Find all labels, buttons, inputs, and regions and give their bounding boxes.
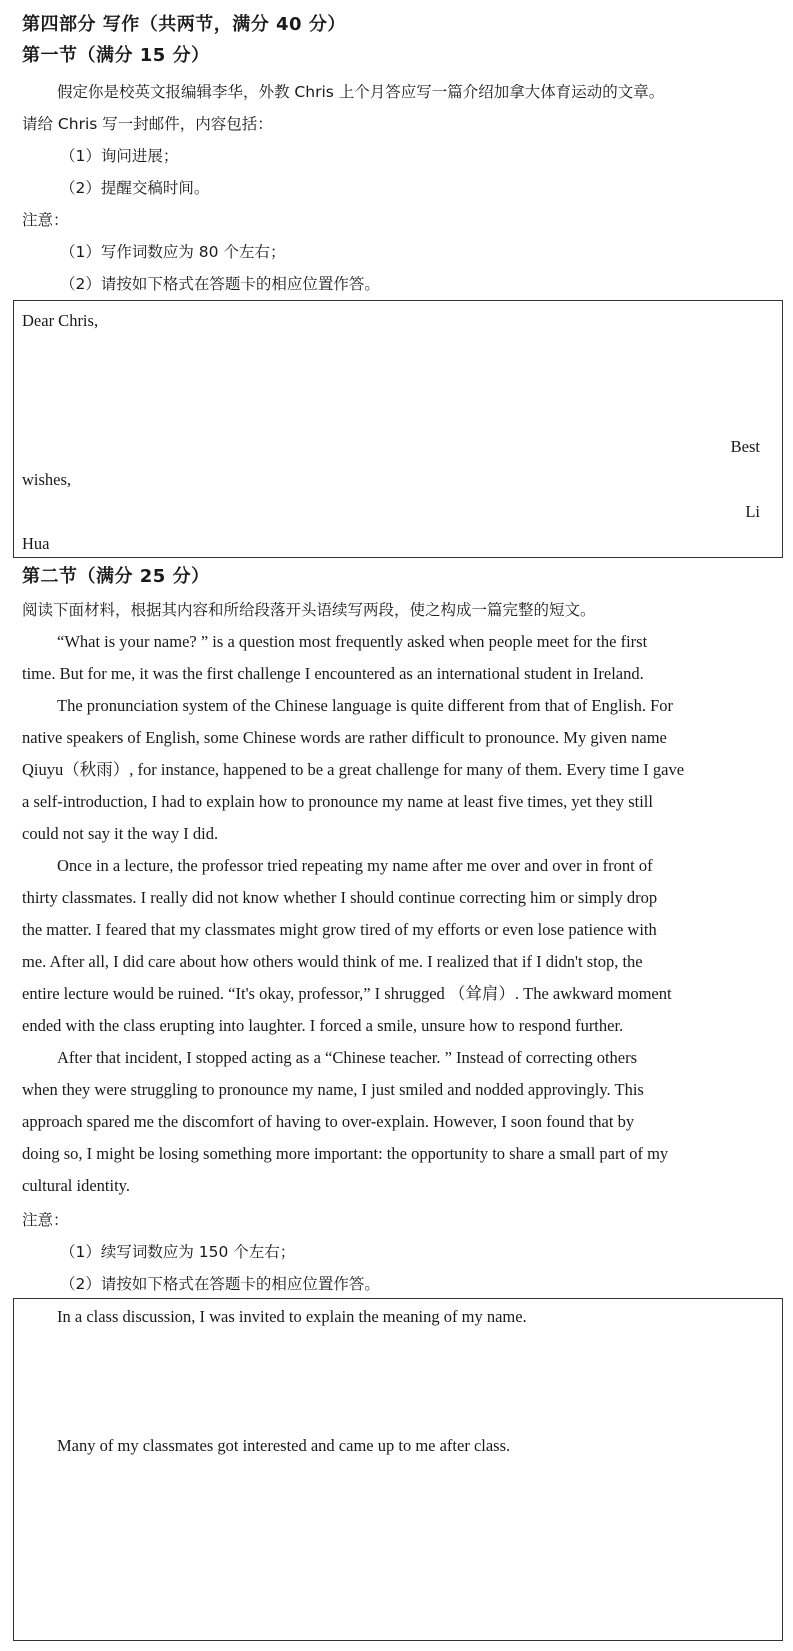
section1-note-1: （1）写作词数应为 80 个左右；	[60, 243, 286, 261]
passage-line: could not say it the way I did.	[22, 824, 219, 843]
passage-line: thirty classmates. I really did not know whether I should continue correcting him or simply drop	[22, 888, 658, 907]
section2-note-2: （2）请按如下格式在答题卡的相应位置作答。	[60, 1275, 380, 1293]
section2-instruction: 阅读下面材料，根据其内容和所给段落开头语续写两段，使之构成一篇完整的短文。	[22, 601, 596, 619]
letter-closing-2: wishes,	[22, 470, 72, 489]
passage-line: The pronunciation system of the Chinese language is quite different from that of English. For	[57, 696, 674, 715]
passage-line: approach spared me the discomfort of having to over-explain. However, I soon found that by	[22, 1112, 635, 1131]
continuation-para1-start: In a class discussion, I was invited to explain the meaning of my name.	[57, 1307, 527, 1326]
letter-signature-2: Hua	[22, 534, 50, 553]
passage-line: Once in a lecture, the professor tried repeating my name after me over and over in front of	[57, 856, 653, 875]
letter-closing-1: Best	[730, 437, 760, 456]
section1-point-2: （2）提醒交稿时间。	[60, 179, 210, 197]
section2-title: 第二节（满分 25 分）	[22, 566, 210, 587]
section1-note-2: （2）请按如下格式在答题卡的相应位置作答。	[60, 275, 380, 293]
passage-line: entire lecture would be ruined. “It's okay, professor,” I shrugged （耸肩）. The awkward moment	[22, 984, 672, 1003]
passage-line: “What is your name? ” is a question most frequently asked when people meet for the first	[57, 632, 648, 651]
section1-intro-line2: 请给 Chris 写一封邮件，内容包括：	[22, 115, 273, 133]
section2-note-1: （1）续写词数应为 150 个左右；	[60, 1243, 296, 1261]
passage-line: when they were struggling to pronounce my name, I just smiled and nodded approvingly. This	[22, 1080, 644, 1099]
passage-line: Qiuyu（秋雨）, for instance, happened to be a great challenge for many of them. Every time I gave	[22, 760, 685, 779]
section2-notes-label: 注意：	[22, 1211, 69, 1229]
section1-notes-label: 注意：	[22, 211, 69, 229]
continuation-answer-box	[13, 1298, 783, 1641]
letter-answer-box	[13, 300, 783, 558]
passage-line: After that incident, I stopped acting as a “Chinese teacher. ” Instead of correcting others	[57, 1048, 638, 1067]
letter-greeting: Dear Chris,	[22, 311, 99, 330]
section1-intro-line1: 假定你是校英文报编辑李华，外教 Chris 上个月答应写一篇介绍加拿大体育运动的文章。	[57, 83, 665, 101]
part-title: 第四部分 写作（共两节，满分 40 分）	[22, 14, 346, 35]
passage-line: ended with the class erupting into laughter. I forced a smile, unsure how to respond further.	[22, 1016, 624, 1035]
passage-line: me. After all, I did care about how others would think of me. I realized that if I didn't stop, the	[22, 952, 643, 971]
passage-line: time. But for me, it was the first challenge I encountered as an international student in Ireland.	[22, 664, 644, 683]
section1-point-1: （1）询问进展；	[60, 147, 179, 165]
section1-title: 第一节（满分 15 分）	[22, 45, 210, 66]
passage-line: native speakers of English, some Chinese words are rather difficult to pronounce. My given name	[22, 728, 667, 747]
passage-line: the matter. I feared that my classmates might grow tired of my efforts or even lose patience with	[22, 920, 657, 939]
passage-line: doing so, I might be losing something more important: the opportunity to share a small part of my	[22, 1144, 669, 1163]
continuation-para2-start: Many of my classmates got interested and came up to me after class.	[57, 1436, 511, 1455]
passage-line: a self-introduction, I had to explain how to pronounce my name at least five times, yet they still	[22, 792, 653, 811]
passage-line: cultural identity.	[22, 1176, 130, 1195]
letter-signature-1: Li	[745, 502, 760, 521]
